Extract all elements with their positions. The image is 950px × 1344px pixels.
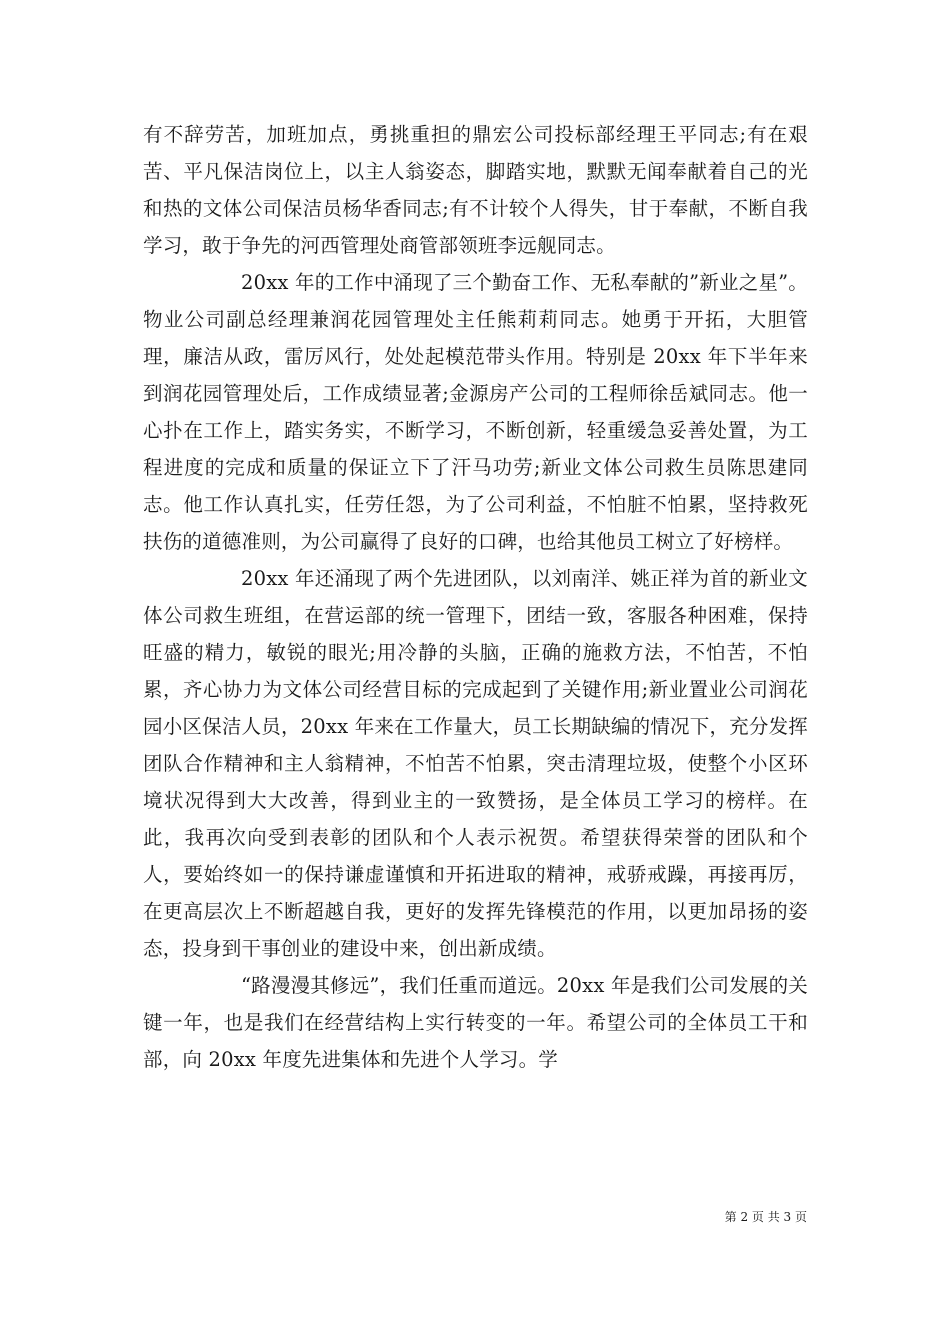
paragraph-2: 20xx 年的工作中涌现了三个勤奋工作、无私奉献的”新业之星”。物业公司副总经理兼润花园管理处主任熊莉莉同志。她勇于开拓，大胆管理，廉洁从政，雷厉风行，处处起模范带头作用。特别是 20xx 年下半年来到润花园管理处后，工作成绩显著;金源房产公司的工程师徐岳斌同志。他一心扑在工作上，踏实务实，不断学习，不断创新，轻重缓急妥善处置，为工程进度的完成和质量的保证立下了汗马功劳;新业文体公司救生员陈思建同志。他工作认真扎实，任劳任怨，为了公司利益，不怕脏不怕累，坚持救死扶伤的道德准则，为公司赢得了良好的口碑，也给其他员工树立了好榜样。: [143, 271, 808, 553]
paragraph-1: 有不辞劳苦，加班加点，勇挑重担的鼎宏公司投标部经理王平同志;有在艰苦、平凡保洁岗位上，以主人翁姿态，脚踏实地，默默无闻奉献着自己的光和热的文体公司保洁员杨华香同志;有不计较个人得失，甘于奉献，不断自我学习，敢于争先的河西管理处商管部领班李远舰同志。: [143, 123, 808, 257]
page-number-footer: 第 2 页 共 3 页: [724, 1210, 807, 1224]
paragraph-3: 20xx 年还涌现了两个先进团队，以刘南洋、姚正祥为首的新业文体公司救生班组，在营运部的统一管理下，团结一致，客服各种困难，保持旺盛的精力，敏锐的眼光;用冷静的头脑，正确的施救方法，不怕苦，不怕累，齐心协力为文体公司经营目标的完成起到了关键作用;新业置业公司润花园小区保洁人员，20xx 年来在工作量大，员工长期缺编的情况下，充分发挥团队合作精神和主人翁精神，不怕苦不怕累，突击清理垃圾，使整个小区环境状况得到大大改善，得到业主的一致赞扬，是全体员工学习的榜样。在此，我再次向受到表彰的团队和个人表示祝贺。希望获得荣誉的团队和个人，要始终如一的保持谦虚谨慎和开拓进取的精神，戒骄戒躁，再接再厉，在更高层次上不断超越自我，更好的发挥先锋模范的作用，以更加昂扬的姿态，投身到干事创业的建设中来，创出新成绩。: [143, 567, 808, 960]
document-body: [143, 116, 808, 1078]
paragraph-4: “路漫漫其修远”，我们任重而道远。20xx 年是我们公司发展的关键一年，也是我们在经营结构上实行转变的一年。希望公司的全体员工干和部，向 20xx 年度先进集体和先进个人学习。学: [143, 974, 808, 1071]
